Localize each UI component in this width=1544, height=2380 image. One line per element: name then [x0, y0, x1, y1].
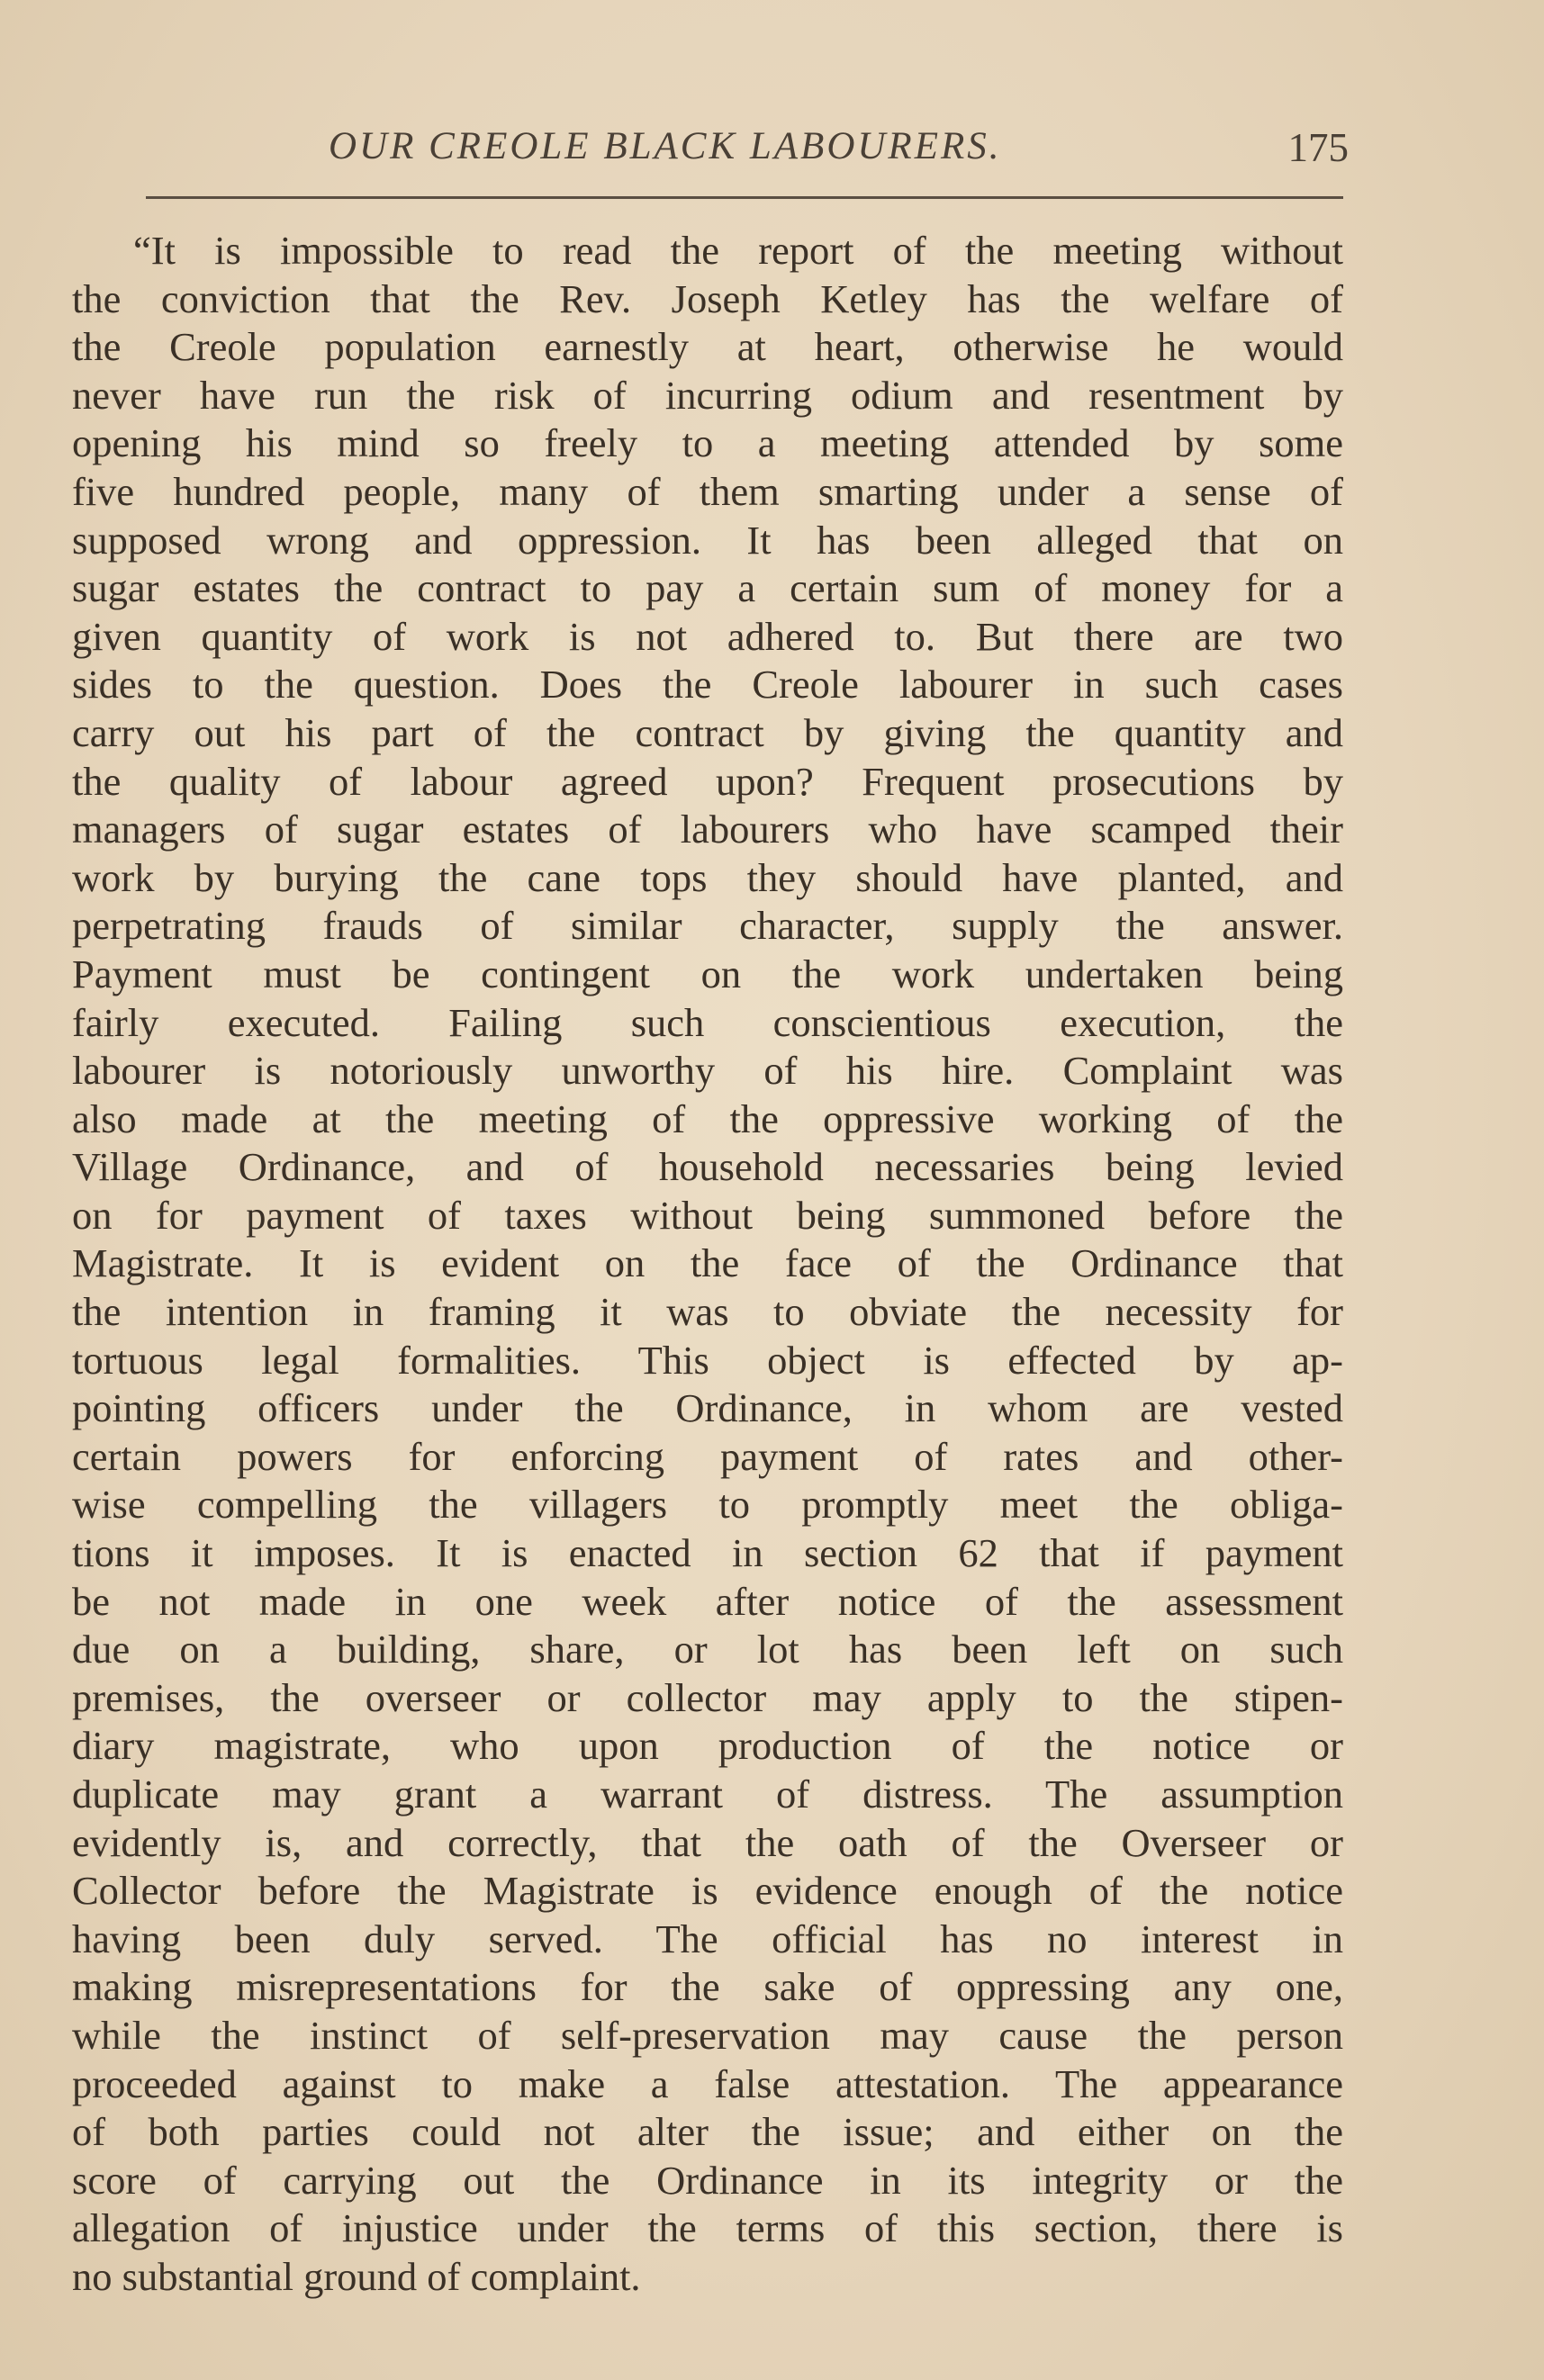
text-line: proceeded against to make a false attestation. The appearance	[72, 2060, 1343, 2106]
text-line: Village Ordinance, and of household necessaries being levied	[72, 1144, 1343, 1190]
text-line: the intention in framing it was to obviate the necessity for	[72, 1289, 1343, 1335]
text-line: “It is impossible to read the report of the meeting without	[133, 228, 1343, 273]
text-line: duplicate may grant a warrant of distress. The assumption	[72, 1771, 1343, 1817]
text-line: supposed wrong and oppression. It has been alleged that on	[72, 517, 1343, 563]
text-line: on for payment of taxes without being summoned before the	[72, 1192, 1343, 1238]
text-line: tions it imposes. It is enacted in section 62 that if payment	[72, 1530, 1343, 1576]
text-line: the conviction that the Rev. Joseph Ketley has the welfare of	[72, 275, 1343, 321]
text-line: given quantity of work is not adhered to. But there are two	[72, 613, 1343, 659]
text-line: labourer is notoriously unworthy of his hire. Complaint was	[72, 1048, 1343, 1094]
text-line: never have run the risk of incurring odium and resentment by	[72, 372, 1343, 418]
text-line: opening his mind so freely to a meeting attended by some	[72, 420, 1343, 466]
text-line: carry out his part of the contract by giving the quantity and	[72, 709, 1343, 755]
text-line: Collector before the Magistrate is evidence enough of the notice	[72, 1868, 1343, 1914]
text-line: no substantial ground of complaint.	[72, 2253, 641, 2299]
page-number: 175	[1287, 125, 1349, 170]
text-line: of both parties could not alter the issue; and either on the	[72, 2109, 1343, 2155]
text-line: sugar estates the contract to pay a certain sum of money for a	[72, 565, 1343, 611]
text-line: diary magistrate, who upon production of the notice or	[72, 1723, 1343, 1769]
text-line: while the instinct of self-preservation may cause the person	[72, 2012, 1343, 2058]
text-line: the quality of labour agreed upon? Frequent prosecutions by	[72, 758, 1343, 804]
text-line: also made at the meeting of the oppressive working of the	[72, 1095, 1343, 1141]
header-rule	[146, 196, 1343, 199]
text-line: sides to the question. Does the Creole labourer in such cases	[72, 662, 1343, 708]
text-line: the Creole population earnestly at heart, otherwise he would	[72, 324, 1343, 370]
text-line: allegation of injustice under the terms of this section, there is	[72, 2205, 1343, 2251]
running-title: OUR CREOLE BLACK LABOURERS.	[329, 125, 1002, 167]
text-line: due on a building, share, or lot has been left on such	[72, 1627, 1343, 1672]
body-paragraph	[72, 227, 1343, 2302]
text-line: be not made in one week after notice of the assessment	[72, 1578, 1343, 1624]
text-line: Magistrate. It is evident on the face of the Ordinance that	[72, 1240, 1343, 1286]
text-line: certain powers for enforcing payment of rates and other-	[72, 1433, 1343, 1479]
running-head	[144, 124, 1349, 178]
text-line: managers of sugar estates of labourers who have scamped their	[72, 807, 1343, 852]
text-line: work by burying the cane tops they should have planted, and	[72, 854, 1343, 900]
text-line: perpetrating frauds of similar character, supply the answer.	[72, 903, 1343, 949]
text-line: evidently is, and correctly, that the oath of the Overseer or	[72, 1819, 1343, 1865]
text-line: wise compelling the villagers to promptly meet the obliga-	[72, 1482, 1343, 1528]
text-line: Payment must be contingent on the work undertaken being	[72, 951, 1343, 996]
text-line: premises, the overseer or collector may apply to the stipen-	[72, 1674, 1343, 1720]
text-line: pointing officers under the Ordinance, in whom are vested	[72, 1385, 1343, 1431]
text-line: five hundred people, many of them smarting under a sense of	[72, 468, 1343, 514]
text-line: fairly executed. Failing such conscientious execution, the	[72, 999, 1343, 1045]
text-line: score of carrying out the Ordinance in its integrity or the	[72, 2157, 1343, 2203]
text-line: having been duly served. The official has no interest in	[72, 1916, 1343, 1961]
text-line: tortuous legal formalities. This object is effected by ap-	[72, 1337, 1343, 1383]
text-line: making misrepresentations for the sake of oppressing any one,	[72, 1964, 1343, 2010]
